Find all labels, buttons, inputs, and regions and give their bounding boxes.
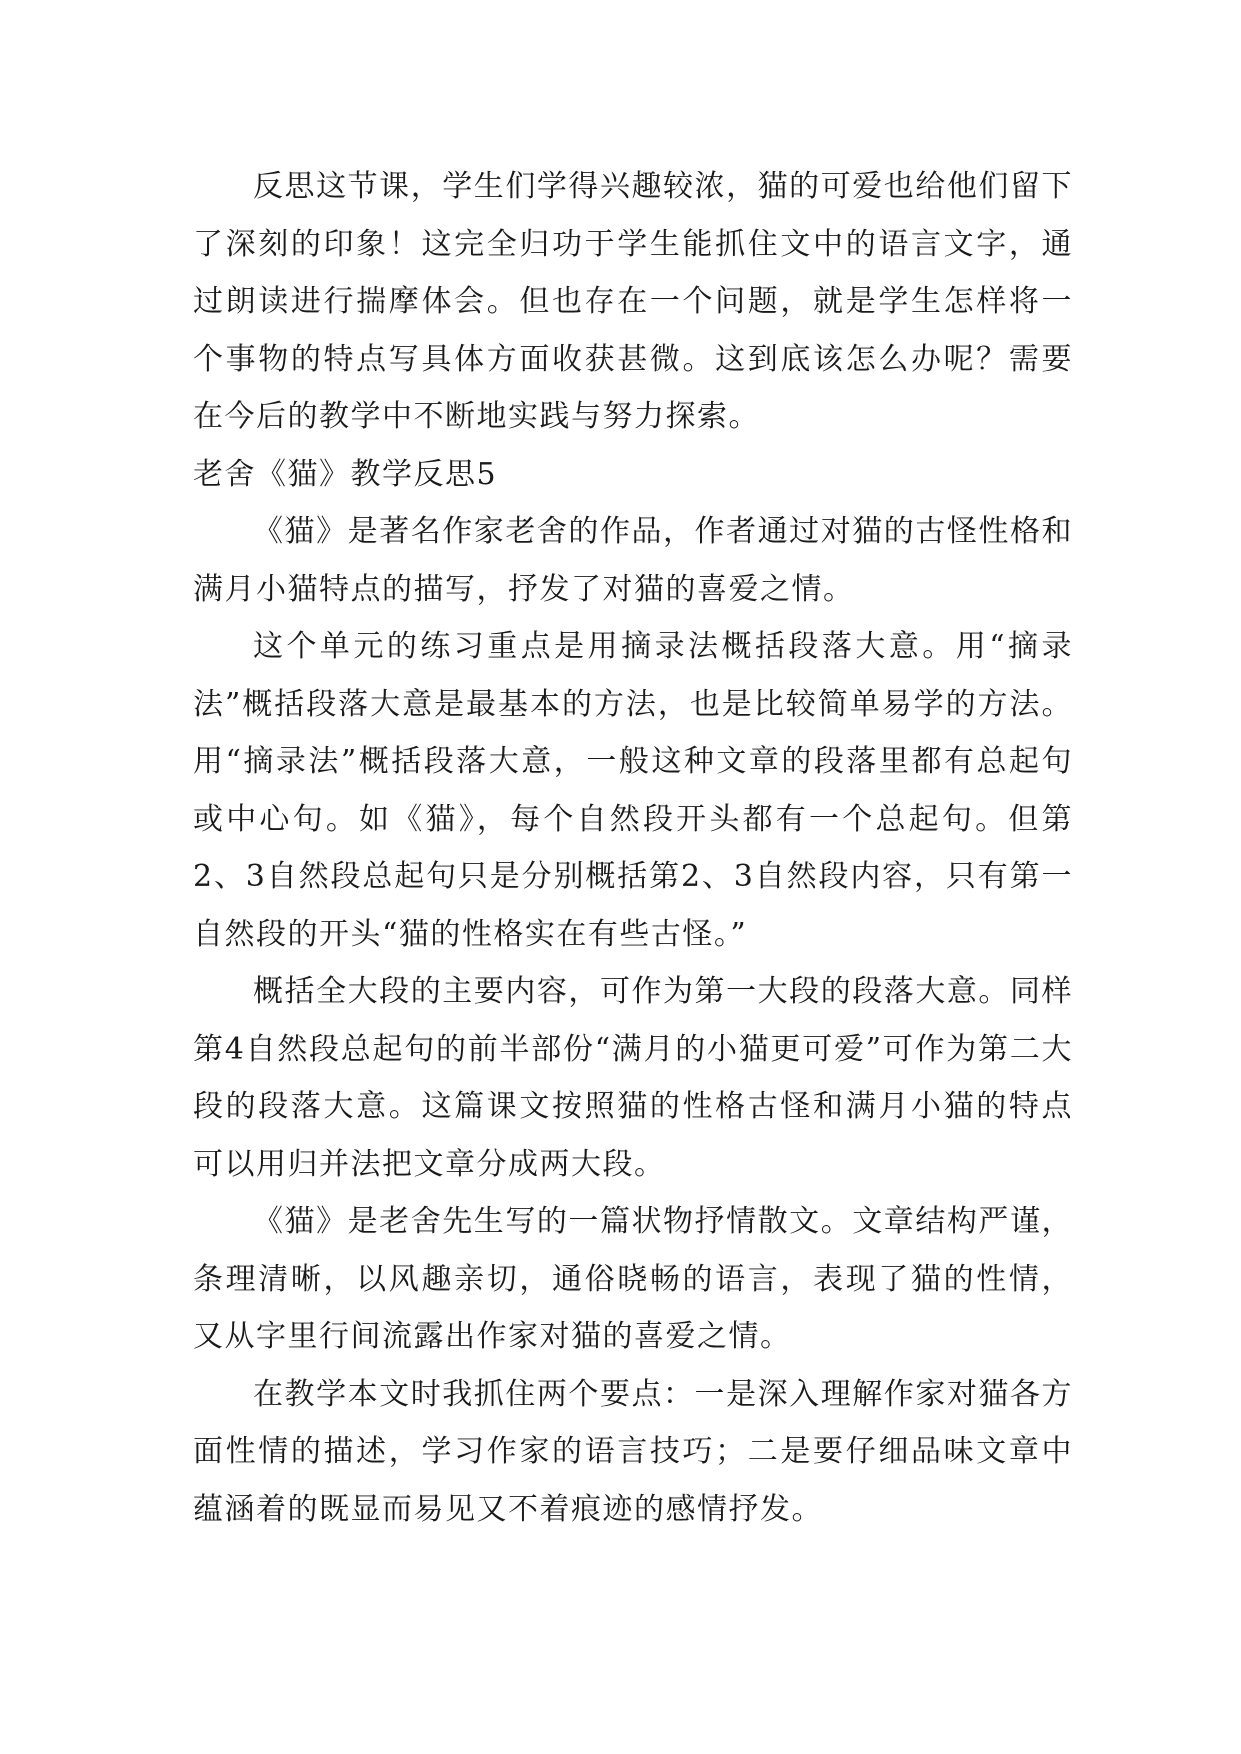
paragraph-excerpt-method: 这个单元的练习重点是用摘录法概括段落大意。用“摘录法”概括段落大意是最基本的方法，也是比较简单易学的方法。用“摘录法”概括段落大意，一般这种文章的段落里都有总起句或中心句。如《猫》，每个自然段开头都有一个总起句。但第2、3自然段总起句只是分别概括第2、3自然段内容，只有第一自然段的开头“猫的性格实在有些古怪。” [193,629,1073,952]
paragraph-reflection-intro: 反思这节课，学生们学得兴趣较浓，猫的可爱也给他们留下了深刻的印象！这完全归功于学生能抓住文中的语言文字，通过朗读进行揣摩体会。但也存在一个问题，就是学生怎样将一个事物的特点写具体方面收获甚微。这到底该怎么办呢？需要在今后的教学中不断地实践与努力探索。 [193,169,1073,434]
document-body [193,158,1073,1538]
section-heading: 老舍《猫》教学反思5 [193,456,498,492]
paragraph-teaching-points: 在教学本文时我抓住两个要点：一是深入理解作家对猫各方面性情的描述，学习作家的语言技巧；二是要仔细品味文章中蕴涵着的既显而易见又不着痕迹的感情抒发。 [193,1376,1073,1527]
paragraph-work-intro: 《猫》是著名作家老舍的作品，作者通过对猫的古怪性格和满月小猫特点的描写，抒发了对猫的喜爱之情。 [193,514,1073,607]
paragraph-essay-style: 《猫》是老舍先生写的一篇状物抒情散文。文章结构严谨，条理清晰，以风趣亲切，通俗晓畅的语言，表现了猫的性情，又从字里行间流露出作家对猫的喜爱之情。 [193,1204,1073,1354]
paragraph-section-summary: 概括全大段的主要内容，可作为第一大段的段落大意。同样第4自然段总起句的前半部份“满月的小猫更可爱”可作为第二大段的段落大意。这篇课文按照猫的性格古怪和满月小猫的特点可以用归并法把文章分成两大段。 [193,974,1073,1182]
